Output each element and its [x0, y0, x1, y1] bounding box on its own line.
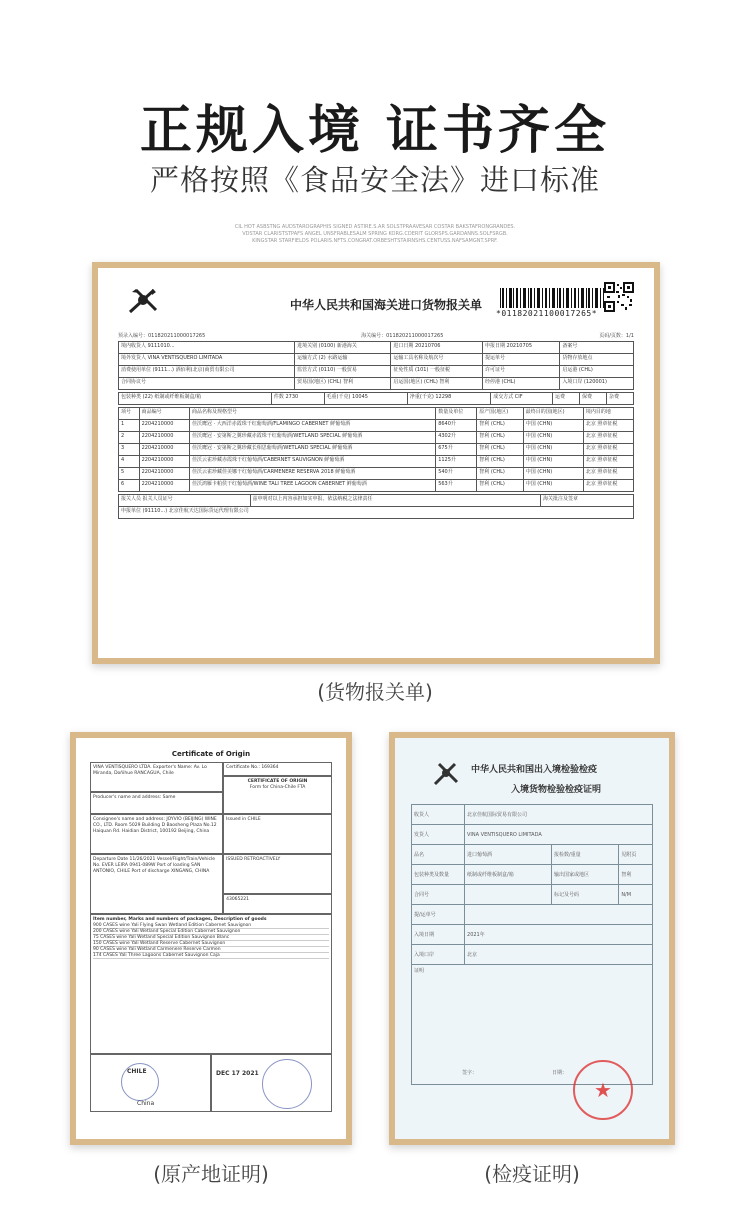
field-transport-mode: 运输方式 (2) 水路运输: [295, 354, 391, 366]
goods-cell: 6: [119, 480, 140, 492]
goods-col-header: 商品名称及规格型号: [189, 408, 435, 420]
goods-cell: 675升: [436, 444, 477, 456]
q-value: [465, 905, 653, 925]
q-value: 北京: [465, 945, 653, 965]
list-item: 200 CASES wine Yali Wetland Special Edition Cabernet Sauvignon: [93, 929, 329, 935]
list-item: 900 CASES wine Yali Flying Swan Wetland Edition Cabernet Sauvignon: [93, 923, 329, 929]
table-row: [119, 468, 634, 480]
customs-declaration: [92, 262, 660, 664]
q-label: 发货人: [412, 825, 465, 845]
customs-header-table: [118, 341, 634, 390]
certificate-of-origin: [70, 732, 352, 1145]
origin-stamp-icon: [121, 1063, 159, 1101]
goods-cell: 智利 (CHL): [477, 444, 523, 456]
field-net-weight: 净重(千克) 12298: [407, 393, 490, 405]
q-value: 北京佳航国际贸易有限公司: [465, 805, 653, 825]
q-value: 进口葡萄酒: [465, 845, 552, 865]
q-label: 输出国家或地区: [551, 865, 618, 885]
table-row: [119, 456, 634, 468]
table-row: [119, 444, 634, 456]
field-import-date: 进口日期 20210706: [391, 342, 483, 354]
pre-entry-number: 预录入编号：011820211000017265: [118, 333, 206, 339]
goods-cell: 北京 照章征税: [583, 420, 633, 432]
goods-cell: 佳沃云雀珍藏佳美娜干红葡萄酒/CARMENERE RESERVA 2018 鲜葡萄酒: [189, 468, 435, 480]
goods-cell: 8640升: [436, 420, 477, 432]
field-bill-no: 提运单号: [482, 354, 559, 366]
goods-cell: 智利 (CHL): [477, 432, 523, 444]
origin-form: Form for China-Chile FTA: [249, 785, 306, 790]
goods-cell: 佳沃鸿雁卡帕侯干红葡萄酒/WINE TALI TREE LAGOON CABERNET 鲜葡萄酒: [189, 480, 435, 492]
goods-cell: 2204210000: [139, 468, 189, 480]
origin-issued: Issued in CHILE: [223, 814, 332, 854]
goods-cell: 563升: [436, 480, 477, 492]
field-tax-nature: 征免性质 (101) 一般征税: [391, 366, 483, 378]
field-freight: 运费: [553, 393, 580, 405]
field-trade-country: 贸易国(地区) (CHL) 智利: [295, 378, 391, 390]
field-insurance: 保费: [580, 393, 607, 405]
goods-cell: 4: [119, 456, 140, 468]
field-entry-port: 进境关别 (0100) 新港海关: [295, 342, 391, 354]
goods-col-header: 商品编号: [139, 408, 189, 420]
q-remark: 证明: [414, 968, 425, 974]
quarantine-certificate: [389, 732, 675, 1145]
list-item: 90 CASES wine Yali Wetland Carmenere Reserve Carmen: [93, 947, 329, 953]
goods-col-header: 数量及单位: [436, 408, 477, 420]
table-row: [412, 865, 653, 885]
customs-emblem-icon: [126, 286, 160, 316]
goods-cell: 5: [119, 468, 140, 480]
goods-cell: 3: [119, 444, 140, 456]
field-contract: 合同协议号: [119, 378, 295, 390]
page-count: 页码/页数：1/1: [599, 333, 634, 339]
footer-declarant: 报关人员 报关人员证号: [119, 495, 251, 507]
field-misc: 杂费: [606, 393, 633, 405]
origin-items-title: Item number, Marks and numbers of packages, Description of goods: [93, 917, 267, 922]
q-label: 合同号: [412, 885, 465, 905]
q-label: 品名: [412, 845, 465, 865]
goods-cell: 中国 (CHN): [523, 468, 583, 480]
origin-remarks: ISSUED RETROACTIVELY: [223, 854, 332, 894]
origin-footer-chile: CHILE: [127, 1068, 147, 1075]
q-value: 纸制或纤维板制盒/箱: [465, 865, 552, 885]
field-package-count: 件数 2730: [271, 393, 324, 405]
table-row: [412, 945, 653, 965]
field-transit-port: 经停港 (CHL): [482, 378, 559, 390]
customs-package-table: [118, 392, 634, 405]
page-title: 正规入境 证书齐全: [139, 101, 611, 161]
goods-cell: 中国 (CHN): [523, 420, 583, 432]
list-item: 75 CASES wine Yali Wetland Special Edition Sauvignon Blanc: [93, 935, 329, 941]
fine-print: CIL HOT ASBSTNG AUDSTAROGRAPHIS SIGNED ASTIRE.S.AR SOLSTPRAAVESAR COSTAR BAKSTAFRONGRANDES. VDSTAR CLARISTSTPAFS ANGEL UNSFRABLESALM SPRING KORG.CDERIT GLORSPS.GARDANNS.SOLFSRGB. KINGSTAR STARFIELDS POLARIS.NFTS.CONGRAT.ORBESHTSTAIRNSHS.CENTUSS.NAFSAMGNT.SPRF.: [234, 224, 516, 244]
origin-declaration-box: [90, 1054, 211, 1112]
q-value: [465, 885, 552, 905]
origin-cert-no: Certificate No.: 169364: [223, 762, 332, 776]
table-row: [412, 885, 653, 905]
origin-heading: CERTIFICATE OF ORIGIN: [247, 779, 308, 784]
caption-origin: (原产地证明): [153, 1162, 269, 1186]
goods-cell: 佳沃鹰冠 · 大西洋赤霞珠干红葡萄酒/FLAMINGO CABERNET 鲜葡萄酒: [189, 420, 435, 432]
red-seal-icon: ★: [573, 1060, 633, 1120]
goods-cell: 北京 照章征税: [583, 432, 633, 444]
field-vessel: 运输工具名称及航次号: [391, 354, 483, 366]
caption-quarantine: (检疫证明): [484, 1162, 580, 1186]
goods-col-header: 原产国(地区): [477, 408, 523, 420]
q-date: 日期：: [552, 1070, 568, 1076]
q-value: 智利: [619, 865, 653, 885]
goods-cell: 中国 (CHN): [523, 456, 583, 468]
footer-statement: 兹申明对以上内容承担如实申报、依法纳税之法律责任: [250, 495, 541, 507]
field-entry-point: 入境口岸 (120001): [560, 378, 634, 390]
goods-cell: 智利 (CHL): [477, 468, 523, 480]
field-consignee: 境内收货人 9111010...: [119, 342, 295, 354]
field-package-type: 包装种类 (22) 纸制或纤维板制盒/箱: [119, 393, 272, 405]
q-signer: 签字：: [462, 1070, 478, 1076]
q-value: 见附页: [619, 845, 653, 865]
field-consumer: 消费使用单位 (9111...) 酒佰利(北京)商贸有限公司: [119, 366, 295, 378]
goods-cell: 智利 (CHL): [477, 420, 523, 432]
q-label: 提/运单号: [412, 905, 465, 925]
quarantine-title-1: 中华人民共和国出入境检验检疫: [471, 765, 598, 775]
field-gross-weight: 毛重(千克) 10045: [324, 393, 407, 405]
goods-cell: 中国 (CHN): [523, 444, 583, 456]
q-label: 入境日期: [412, 925, 465, 945]
goods-cell: 佳沃鹰冠 · 安第斯之翼珍藏赤霞珠干红葡萄酒/WETLAND SPECIAL 鲜葡萄酒: [189, 432, 435, 444]
origin-heading-box: [223, 776, 332, 814]
q-value: 2021年: [465, 925, 653, 945]
inspection-emblem-icon: [431, 760, 461, 788]
q-label: 报检数/重量: [551, 845, 618, 865]
footer-customs-note: 海关批注及签章: [541, 495, 634, 507]
goods-cell: 北京 照章征税: [583, 468, 633, 480]
q-label: 标记及号码: [551, 885, 618, 905]
field-record-no: 备案号: [560, 342, 634, 354]
origin-footer-china: China: [137, 1100, 155, 1107]
list-item: 150 CASES wine Yali Wetland Reserve Cabernet Sauvignon: [93, 941, 329, 947]
table-row: [412, 825, 653, 845]
origin-producer: Producer's name and address: Same: [90, 792, 223, 814]
field-terms: 成交方式 CIF: [491, 393, 553, 405]
goods-cell: 2204210000: [139, 444, 189, 456]
list-item: 174 CASES Yali Three Lagoons Cabernet Sauvignon Caja: [93, 953, 329, 959]
table-row: [119, 420, 634, 432]
origin-certification-box: [211, 1054, 332, 1112]
goods-cell: 4302升: [436, 432, 477, 444]
origin-signature-date: DEC 17 2021: [216, 1070, 259, 1077]
field-origin-country: 启运国(地区) (CHL) 智利: [391, 378, 483, 390]
goods-cell: 2204210000: [139, 420, 189, 432]
field-license: 许可证号: [482, 366, 559, 378]
goods-cell: 北京 照章征税: [583, 480, 633, 492]
goods-cell: 2204210000: [139, 480, 189, 492]
goods-cell: 北京 照章征税: [583, 456, 633, 468]
customs-footer-table: [118, 494, 634, 519]
customs-number: 海关编号：011820211000017265: [361, 333, 444, 339]
table-row: [119, 432, 634, 444]
origin-exporter: VINA VENTISQUERO LTDA. Exporter's Name: Av. Lo Miranda, Doñihue RANCAGUA, Chile: [90, 762, 223, 792]
footer-company: 申报单位 (91110...) 北京佳航天达国际货运代理有限公司: [119, 507, 634, 519]
goods-cell: 佳沃云雀珍藏赤霞珠干红葡萄酒/CABERNET SAUVIGNON 鲜葡萄酒: [189, 456, 435, 468]
goods-cell: 中国 (CHN): [523, 480, 583, 492]
origin-invoice: 43065221: [223, 894, 332, 914]
q-value: N/M: [619, 885, 653, 905]
table-row: [412, 905, 653, 925]
goods-cell: 540升: [436, 468, 477, 480]
goods-cell: 2: [119, 432, 140, 444]
table-row: [412, 805, 653, 825]
quarantine-table: [411, 804, 653, 1085]
q-label: 入境口岸: [412, 945, 465, 965]
table-row: [119, 480, 634, 492]
goods-cell: 1125升: [436, 456, 477, 468]
quarantine-title-2: 入境货物检验检疫证明: [511, 785, 602, 795]
goods-col-header: 境内目的地: [583, 408, 633, 420]
barcode-icon: [500, 288, 618, 308]
origin-title: Certificate of Origin: [171, 750, 251, 758]
origin-transport: Departure Date 11/26/2021 Vessel/Flight/Train/Vehicle No. EVER LEIRA 0941-089W Port of loading SAN ANTONIO, CHILE Port of discharge XINGANG, CHINA: [90, 854, 223, 914]
table-row: [412, 845, 653, 865]
goods-col-header: 最终目的国(地区): [523, 408, 583, 420]
q-value: VINA VENTISQUERO LIMITADA: [465, 825, 653, 845]
goods-cell: 智利 (CHL): [477, 456, 523, 468]
q-label: 收货人: [412, 805, 465, 825]
goods-cell: 智利 (CHL): [477, 480, 523, 492]
customs-form-title: 中华人民共和国海关进口货物报关单: [290, 298, 483, 312]
field-storage: 货物存放地点: [560, 354, 634, 366]
qr-code-icon: [604, 282, 634, 312]
field-shipper: 境外发货人 VINA VENTISQUERO LIMITADA: [119, 354, 295, 366]
goods-cell: 1: [119, 420, 140, 432]
origin-seal-icon: [262, 1059, 312, 1109]
barcode-number: *01182021100017265*: [496, 309, 598, 318]
field-declare-date: 申报日期 20210705: [482, 342, 559, 354]
field-supervision: 监管方式 (0110) 一般贸易: [295, 366, 391, 378]
goods-cell: 2204210000: [139, 432, 189, 444]
goods-cell: 北京 照章征税: [583, 444, 633, 456]
goods-table: [118, 407, 634, 492]
goods-cell: 中国 (CHN): [523, 432, 583, 444]
caption-customs: (货物报关单): [317, 680, 433, 704]
q-label: 包装种类及数量: [412, 865, 465, 885]
goods-cell: 2204210000: [139, 456, 189, 468]
origin-items: [90, 914, 332, 1054]
field-departure-port: 启运港 (CHL): [560, 366, 634, 378]
goods-col-header: 项号: [119, 408, 140, 420]
goods-cell: 佳沃鹰冠 · 安第斯之翼珍藏长相思葡萄酒/WETLAND SPECIAL 鲜葡萄酒: [189, 444, 435, 456]
origin-consignee: Consignee's name and address: JOYVIO (BEIJING) WINE CO., LTD. Room 5029 Building D Baosheng Plaza No.12 Haiquan Rd. Haidian District, 100192 Beijing, China: [90, 814, 223, 854]
table-row: [412, 925, 653, 945]
page-subtitle: 严格按照《食品安全法》进口标准: [149, 163, 600, 197]
